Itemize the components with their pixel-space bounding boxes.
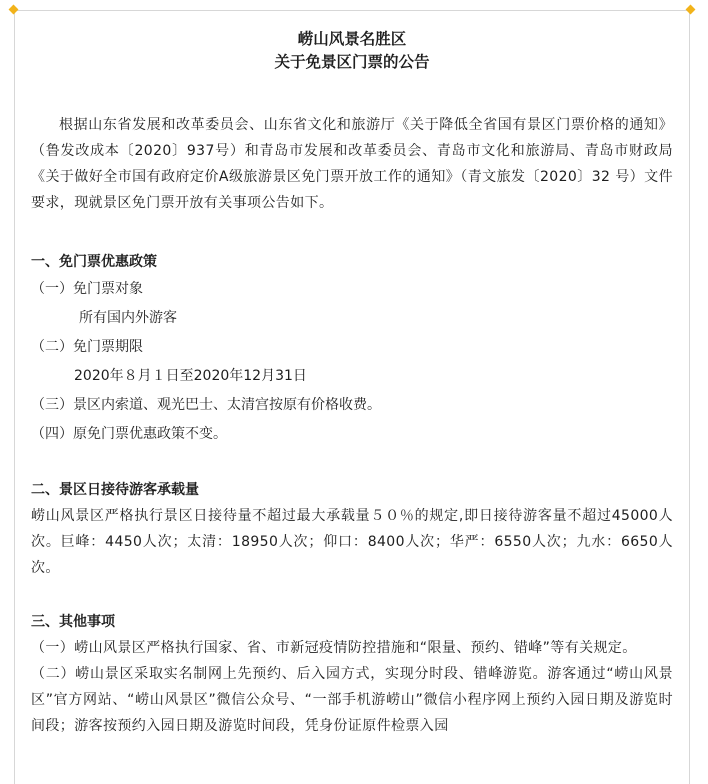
section-3-heading: 三、其他事项	[31, 614, 115, 630]
section-2-body: 崂山风景区严格执行景区日接待量不超过最大承载量５０％的规定,即日接待游客量不超过45000人次。巨峰：4450人次；太清：18950人次；仰口：8400人次；华严：6550人次；九水：6650人次。	[31, 508, 673, 576]
title-line-1: 崂山风景名胜区	[297, 30, 407, 48]
section-1-item-1-label: （一）免门票对象	[31, 281, 143, 297]
announcement-title	[31, 28, 673, 74]
section-1-item-2-value: 2020年８月１日至2020年12月31日	[74, 368, 307, 384]
intro-paragraph: 根据山东省发展和改革委员会、山东省文化和旅游厅《关于降低全省国有景区门票价格的通知》（鲁发改成本〔2020〕937号）和青岛市发展和改革委员会、青岛市文化和旅游局、青岛市财政局《关于做好全市国有政府定价A级旅游景区免门票开放工作的通知》（青文旅发〔2020〕32 号）文件要求，现就景区免门票开放有关事项公告如下。	[31, 117, 673, 211]
section-1-item-3: （三）景区内索道、观光巴士、太清宫按原有价格收费。	[31, 397, 381, 413]
section-1-heading: 一、免门票优惠政策	[31, 254, 157, 270]
section-2-heading: 二、景区日接待游客承载量	[31, 482, 199, 498]
title-line-2: 关于免景区门票的公告	[274, 53, 430, 71]
section-1-item-1-value: 所有国内外游客	[79, 310, 177, 326]
section-1-item-2-label: （二）免门票期限	[31, 339, 143, 355]
section-3-item-1: （一）崂山风景区严格执行国家、省、市新冠疫情防控措施和“限量、预约、错峰”等有关规定。	[31, 640, 637, 656]
announcement-content	[31, 28, 681, 739]
section-1-item-4: （四）原免门票优惠政策不变。	[31, 426, 227, 442]
section-3-item-2: （二）崂山景区采取实名制网上先预约、后入园方式，实现分时段、错峰游览。游客通过“崂山风景区”官方网站、“崂山风景区”微信公众号、“一部手机游崂山”微信小程序网上预约入园日期及游览时间段；游客按预约入园日期及游览时间段，凭身份证原件检票入园	[31, 666, 673, 734]
